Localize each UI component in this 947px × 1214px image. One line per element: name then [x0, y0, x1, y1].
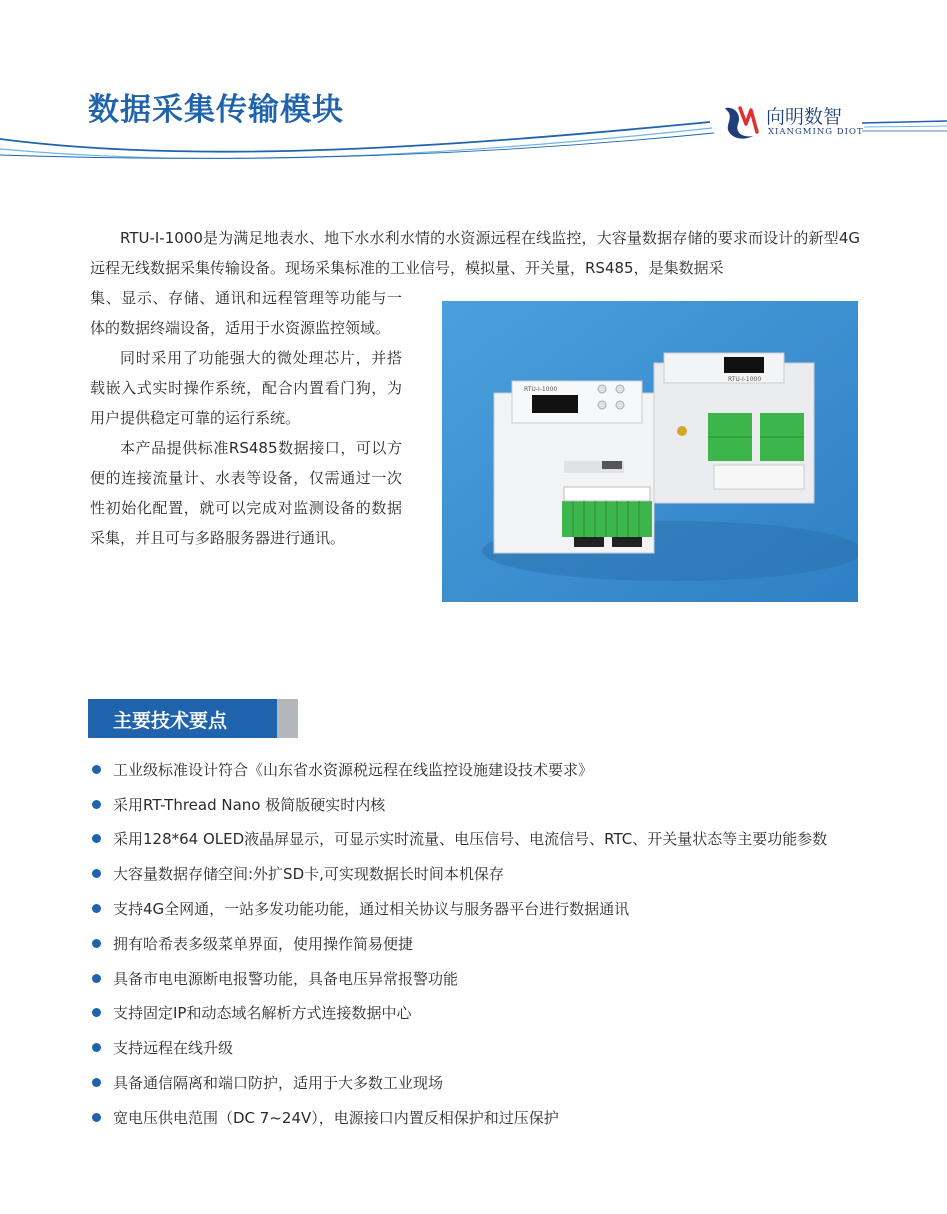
feature-item [90, 752, 890, 787]
feature-item [90, 1100, 890, 1135]
bullet-dot [92, 1043, 101, 1052]
section-header-key-features [88, 699, 298, 738]
feature-text: 具备通信隔离和端口防护，适用于大多数工业现场 [113, 1074, 444, 1093]
feature-item [90, 1065, 890, 1100]
product-module-front [494, 381, 654, 553]
bullet-dot [92, 765, 101, 774]
feature-text: 支持远程在线升级 [113, 1039, 234, 1058]
feature-text: 宽电压供电范围（DC 7~24V），电源接口内置反相保护和过压保护 [113, 1108, 559, 1127]
feature-item [90, 961, 890, 996]
bullet-dot [92, 1113, 101, 1122]
feature-item [90, 891, 890, 926]
bullet-dot [92, 800, 101, 809]
feature-item [90, 926, 890, 961]
feature-text: 采用128*64 OLED液晶屏显示，可显示实时流量、电压信号、电流信号、RTC、开关量状态等主要功能参数 [113, 830, 828, 849]
feature-text: 具备市电电源断电报警功能，具备电压异常报警功能 [113, 969, 459, 988]
bullet-dot [92, 1078, 101, 1087]
bullet-dot [92, 974, 101, 983]
product-label-front: RTU-I-1000 [524, 386, 558, 393]
product-label-back: RTU-I-1000 [728, 376, 762, 383]
section-title: 主要技术要点 [113, 710, 228, 732]
feature-list [90, 752, 890, 1135]
description-paragraph-1: 集、显示、存储、通讯和远程管理等功能与一体的数据终端设备，适用于水资源监控领域。 [90, 289, 402, 337]
section-header-accent [277, 699, 298, 738]
feature-item [90, 1030, 890, 1065]
feature-item [90, 822, 890, 857]
feature-text: 大容量数据存储空间:外扩SD卡,可实现数据长时间本机保存 [113, 865, 504, 884]
xiangming-logo-icon [720, 102, 762, 142]
logo-english-name: XIANGMING DIOT [768, 127, 864, 137]
feature-text: 支持4G全网通，一站多发功能功能，通过相关协议与服务器平台进行数据通讯 [113, 900, 630, 919]
feature-text: 拥有哈希表多级菜单界面，使用操作简易便捷 [113, 934, 414, 953]
description-paragraph-2: 同时采用了功能强大的微处理芯片，并搭载嵌入式实时操作系统，配合内置看门狗，为用户提供稳定可靠的运行系统。 [90, 349, 402, 427]
feature-text: 采用RT-Thread Nano 极简版硬实时内核 [113, 795, 386, 814]
company-logo [720, 100, 864, 144]
feature-item [90, 996, 890, 1031]
bullet-dot [92, 939, 101, 948]
intro-paragraph: RTU-I-1000是为满足地表水、地下水水利水情的水资源远程在线监控，大容量数据存储的要求而设计的新型4G远程无线数据采集传输设备。现场采集标准的工业信号，模拟量、开关量，RS485，是集数据采 [90, 229, 860, 277]
product-photo [442, 301, 858, 602]
product-module-back [654, 353, 814, 503]
description-paragraphs [90, 283, 402, 553]
feature-text: 支持固定IP和动态域名解析方式连接数据中心 [113, 1004, 412, 1023]
bullet-dot [92, 869, 101, 878]
description-paragraph-3: 本产品提供标准RS485数据接口，可以方便的连接流量计、水表等设备，仅需通过一次性初始化配置，就可以完成对监测设备的数据采集，并且可与多路服务器进行通讯。 [90, 439, 402, 547]
bullet-dot [92, 1008, 101, 1017]
feature-item [90, 856, 890, 891]
logo-chinese-name: 向明数智 [766, 106, 843, 128]
bullet-dot [92, 834, 101, 843]
feature-text: 工业级标准设计符合《山东省水资源税远程在线监控设施建设技术要求》 [113, 760, 594, 779]
feature-item [90, 787, 890, 822]
page-title: 数据采集传输模块 [88, 92, 344, 128]
bullet-dot [92, 904, 101, 913]
